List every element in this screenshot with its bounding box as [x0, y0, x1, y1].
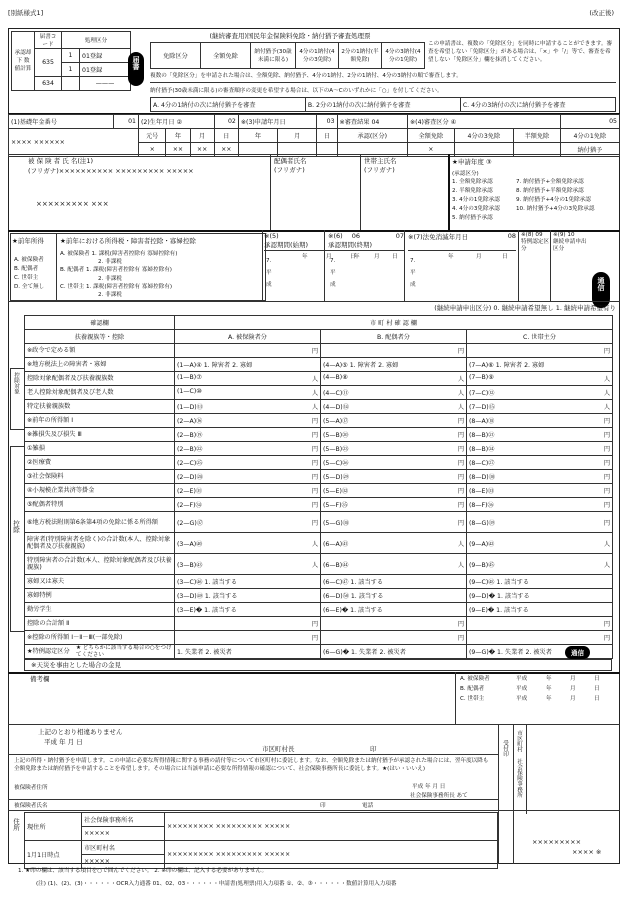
- calc-row-label: ※地方税法上の障害者・寡婦: [25, 358, 175, 372]
- apply-year[interactable]: ★申請年度 ③: [452, 158, 492, 166]
- calc-cell-b[interactable]: (4—D)⑭ 人: [321, 400, 467, 414]
- app-col-month: 月: [278, 129, 317, 143]
- exempt-kind-label: 免除区分: [151, 43, 201, 69]
- footer-note-1: 1. ★印の欄は、該当する項目を○で囲んでください。 2. ※印の欄は、記入する必要がありません。: [18, 868, 268, 874]
- result-postpone: 納付猶予: [560, 143, 619, 157]
- multi-note: 複数の「免除区分」を申請された場合は、全額免除、納付猶予、4分の1納付、2分の1納付、4分の3納付の順で審査します。: [150, 73, 462, 79]
- col-kubun: 処理区分: [62, 32, 131, 49]
- calc-cell-c[interactable]: (8—B)㉔ 円: [467, 442, 613, 456]
- calc-row-label: ④小規模企業共済等掛金: [25, 484, 175, 498]
- pension-no-label: (1)基礎年金番号: [9, 115, 114, 129]
- insured-furigana[interactable]: (フリガナ)×××××××××× ××××××××× ×××××: [28, 167, 194, 175]
- app-col-year: 年: [238, 129, 277, 143]
- side-office: 市区町村 社会保険事務所: [516, 730, 522, 798]
- calc-row: [25, 533, 613, 554]
- calc-row-label: ③社会保険料: [25, 470, 175, 484]
- app-col-day: 日: [317, 129, 337, 143]
- calc-cell-b[interactable]: (5—C)㉖ 円: [321, 456, 467, 470]
- calc-cell-b[interactable]: 円: [321, 344, 467, 358]
- calc-cell-b[interactable]: (5—B)㉓ 円: [321, 442, 467, 456]
- kubun-item: 5. 納付猶予承認: [452, 215, 493, 221]
- calc-cell-a[interactable]: 円: [175, 617, 321, 631]
- calc-table: [24, 315, 613, 659]
- exempt-three-quarter[interactable]: 4分の3納付(4分の1免除): [382, 43, 425, 69]
- calc-row-label: ②医療費: [25, 456, 175, 470]
- calc-area: [24, 315, 612, 659]
- addr-value-2[interactable]: ××××××××× ××××××××× ×××××: [165, 841, 498, 869]
- order-options: [150, 97, 616, 112]
- calc-cell-c[interactable]: (9—A)㊷ 人: [467, 533, 613, 554]
- birth-col-era: 元号: [139, 129, 166, 143]
- calc-cell-c[interactable]: (8—G)㊴ 円: [467, 512, 613, 533]
- insured-name-label: 被 保 険 者 氏 名(注1): [28, 157, 94, 165]
- exempt-kind-table: [150, 42, 425, 69]
- remarks-label: 備考欄: [30, 675, 50, 683]
- form-number: [別紙様式1]: [8, 9, 44, 17]
- head-label: 世帯主氏名: [364, 157, 397, 165]
- top-left-block: [11, 31, 131, 91]
- exempt-quarter[interactable]: 4分の1納付(4分の3免除): [296, 43, 339, 69]
- addr-side-2: 1月1日時点: [25, 841, 82, 869]
- extinction-date: ※(7)法免消滅年月日 08: [408, 232, 516, 241]
- exempt-full[interactable]: 全額免除: [201, 43, 251, 69]
- calc-row-label: ※政令で定める額: [25, 344, 175, 358]
- calc-row-label: ★特例認定区分: [25, 645, 175, 659]
- birth-day[interactable]: ××: [214, 143, 238, 157]
- calc-row: [25, 575, 613, 589]
- calc-cell-a[interactable]: (1—C)⑩ 人: [175, 386, 321, 400]
- calc-row-label: ※雑損失及び損失 Ⅲ: [25, 428, 175, 442]
- calc-row-label: 特定扶養親族数: [25, 400, 175, 414]
- col-c: C. 世帯主分: [467, 330, 613, 344]
- prev-income-options[interactable]: A. 被保険者 B. 配偶者 C. 世帯主 D. 全て無し: [14, 257, 45, 290]
- calc-cell-a[interactable]: (3—A)㊵ 人: [175, 533, 321, 554]
- calc-cell-b[interactable]: (5—A)⑰ 円: [321, 414, 467, 428]
- prev-income-label: ★前年所得: [12, 237, 44, 245]
- calc-row: [25, 484, 613, 498]
- order-option-b[interactable]: B. 2分の1納付の次に納付猶予を審査: [305, 98, 460, 112]
- kubun-list-right: [516, 178, 620, 214]
- calc-row: [25, 456, 613, 470]
- calc-cell-c[interactable]: 円: [467, 631, 613, 645]
- kubun-item: 3. 4分の1免除承認: [452, 197, 500, 203]
- kubun-item: 1. 全額免除承認: [452, 179, 493, 185]
- calc-cell-a[interactable]: (1—A)④ 1. 障害者 2. 寡婦: [175, 358, 321, 372]
- kubun-title: (承認区分): [452, 171, 479, 177]
- calc-cell-c[interactable]: (9—D)� 1. 該当する: [467, 589, 613, 603]
- exempt-postpone[interactable]: 納付猶予(30歳未満に限る): [251, 43, 296, 69]
- exempt-note: この申請書は、複数の「免除区分」を同時に申請することができます。審査を希望しない「免除区分」がある場合は、「×」や「/」等で、審査を希望しない「免除区分」欄を抹消してください。: [428, 41, 613, 63]
- calc-cell-b[interactable]: (4—B)⑧ 人: [321, 372, 467, 386]
- kubun-item: 4. 4分の3免除承認: [452, 206, 500, 212]
- remarks-checks[interactable]: A. 被保険者 平成 年 月 日 B. 配偶者 平成 年 月 日 C. 世帯主 平成 年 月 日: [460, 676, 600, 702]
- kubun-item: 8. 納付猶予+半額免除承認: [516, 188, 584, 194]
- calc-cell-a[interactable]: (2—A)⑯ 円: [175, 414, 321, 428]
- calc-cell-a[interactable]: 円: [175, 344, 321, 358]
- page-title: (継続審査用)国民年金保険料免除・納付猶予審査処理票: [209, 32, 371, 40]
- calc-cell-c[interactable]: (7—A)⑥ 1. 障害者 2. 寡婦: [467, 358, 613, 372]
- calc-row: [25, 470, 613, 484]
- period-start: ※(5) 06 承認期間(始期): [264, 232, 360, 249]
- continue-kubun[interactable]: ※(9) 10 継続申請申出区分: [553, 232, 587, 252]
- calc-row: [25, 554, 613, 575]
- calc-cell-a[interactable]: (3—D)㊾ 1. 該当する: [175, 589, 321, 603]
- deduct-side: 控除: [12, 520, 20, 533]
- calc-row-label: 寡婦特例: [25, 589, 175, 603]
- prev-deduct-label: ★前年における所得税・障害者控除・寡婦控除: [60, 237, 196, 245]
- birth-col-month: 月: [190, 129, 214, 143]
- calc-row: [25, 372, 613, 386]
- kubun-item: 2. 半額免除承認: [452, 188, 493, 194]
- calc-row-label: 障害者(特別障害者を除く)の合計数(本人、控除対象配偶者及び扶養親族): [25, 533, 175, 554]
- continue-note: (継続申請申出区分) 0. 継続申請希望無し 1. 継続申請希望有り: [434, 304, 616, 312]
- calc-cell-c[interactable]: 円: [467, 617, 613, 631]
- calc-row-label: 勤労学生: [25, 603, 175, 617]
- kubun-num: 05: [560, 115, 619, 129]
- todoke-pill[interactable]: 届書: [128, 52, 144, 86]
- consent-text: 上記の所得・納付猶予を申請します。この申請に必要な所得情報に関する事務の請付等について市区町村に委託します。なお、全額免除または納付猶予が承認された場合には、翌年度以降も全額免除または納付猶予を申請することを希望します。その場合には当該申請に必要な所得情報の確認について、社会保険事務所長に委託します。★(はい・いいえ): [14, 758, 489, 772]
- result-3q: 4分の3免除: [454, 129, 513, 143]
- calc-row-label: ⑤配偶者特別: [25, 498, 175, 512]
- calc-row-label: 老人控除対象配偶者及び老人数: [25, 386, 175, 400]
- calc-cell-a[interactable]: (2—E)㉛ 円: [175, 484, 321, 498]
- calc-row: [25, 603, 613, 617]
- office-date[interactable]: 平成 年 月 日: [412, 784, 446, 790]
- calc-row: [25, 512, 613, 533]
- calc-cell-b[interactable]: 円: [321, 617, 467, 631]
- calc-cell-a[interactable]: (3—E)� 1. 該当する: [175, 603, 321, 617]
- confirm-label: 確認欄: [25, 316, 175, 330]
- kubun-v-2[interactable]: 01登録: [80, 63, 131, 77]
- calc-row: [25, 400, 613, 414]
- code-3: 634: [35, 77, 62, 91]
- code-1: 635: [35, 49, 62, 77]
- calc-row-label: ※前年の所得額 Ⅰ: [25, 414, 175, 428]
- calc-cell-c[interactable]: (9—G)� 1. 失業者 2. 被災者: [467, 645, 613, 659]
- calc-cell-a[interactable]: (2—B)⑲ 円: [175, 428, 321, 442]
- calc-cell-a[interactable]: (2—B)㉒ 円: [175, 442, 321, 456]
- insured-name[interactable]: ××××××××× ×××: [36, 200, 109, 208]
- calc-cell-a[interactable]: (1—B)⑦ 人: [175, 372, 321, 386]
- calc-row-label: ※控除の所得額 Ⅰ－Ⅱ－Ⅲ(一部免除): [25, 631, 175, 645]
- spouse-furi[interactable]: (フリガナ): [274, 166, 305, 174]
- calc-cell-b[interactable]: (6—D)㊿ 1. 該当する: [321, 589, 467, 603]
- col-b: B. 配偶者分: [321, 330, 467, 344]
- appdate-label: ※(3)申請年月日: [238, 115, 316, 129]
- exempt-half[interactable]: 2分の1納付(半額免除): [339, 43, 382, 69]
- calc-cell-b[interactable]: (6—A)㊶ 人: [321, 533, 467, 554]
- addr-value-1[interactable]: ××××××××× ××××××××× ×××××: [165, 813, 498, 841]
- calc-cell-c[interactable]: (7—C)⑫ 人: [467, 386, 613, 400]
- calc-cell-c[interactable]: (9—E)� 1. 該当する: [467, 603, 613, 617]
- tsushin-pill-top[interactable]: 通信: [592, 272, 610, 308]
- appdate-num: 03: [317, 115, 337, 129]
- calc-row: [25, 358, 613, 372]
- office-to: 社会保険事務所長 あて: [410, 793, 468, 799]
- special-kubun[interactable]: ※(8) 09 特例認定区分: [521, 232, 549, 252]
- pension-value[interactable]: ×××× ××××××: [9, 129, 139, 157]
- period-end: ※(6) 07 承認期間(終期): [328, 232, 404, 249]
- kubun-n-2: 1: [62, 63, 80, 77]
- kubun-n-1: 1: [62, 49, 80, 63]
- order-note: 納付猶予(30歳未満に限る)の審査順序の変更を希望する場合は、以下のA〜Cのいずれかに「○」を付してください。: [150, 88, 443, 94]
- calc-row: [25, 442, 613, 456]
- calc-cell-b[interactable]: (5—D)㉙ 円: [321, 470, 467, 484]
- birth-era[interactable]: ×: [139, 143, 166, 157]
- birth-month[interactable]: ××: [190, 143, 214, 157]
- calc-cell-a[interactable]: (3—B)㊸ 人: [175, 554, 321, 575]
- kubun-item: 7. 納付猶予+全額免除承認: [516, 179, 584, 185]
- calc-row-label: ①雑損: [25, 442, 175, 456]
- result-half: 半額免除: [513, 129, 560, 143]
- side-label: 承認却下 数値計算: [12, 32, 35, 91]
- result-1q: 4分の1免除: [560, 129, 619, 143]
- calc-cell-a[interactable]: (2—C)㉕ 円: [175, 456, 321, 470]
- birth-year[interactable]: ××: [166, 143, 190, 157]
- calc-cell-c[interactable]: (7—B)⑨ 人: [467, 372, 613, 386]
- calc-cell-c[interactable]: (9—B)㊺ 人: [467, 554, 613, 575]
- calc-row: [25, 428, 613, 442]
- calc-cell-c[interactable]: (8—A)⑱ 円: [467, 414, 613, 428]
- col-code: 届書コード: [35, 32, 62, 49]
- calc-cell-b[interactable]: (5—G)㊳ 円: [321, 512, 467, 533]
- calc-cell-a[interactable]: (2—G)㊲ 円: [175, 512, 321, 533]
- mayor-seal: 印: [370, 745, 377, 753]
- birth-label: (2)生年月日 ②: [139, 115, 215, 129]
- result-approve: 承認(区分): [337, 129, 407, 143]
- insured-name-bottom: 被保険者氏名: [14, 803, 48, 809]
- calc-cell-b[interactable]: (6—E)� 1. 該当する: [321, 603, 467, 617]
- calc-cell-a[interactable]: (3—C)㊻ 1. 該当する: [175, 575, 321, 589]
- calc-cell-a[interactable]: (2—F)㉞ 円: [175, 498, 321, 512]
- result-mark[interactable]: ×: [407, 143, 454, 157]
- calc-row-label: ⑥地方税法附則第6条第4項の免除に係る所得額: [25, 512, 175, 533]
- deduct-options[interactable]: A. 被保険者 1. 課税(障害者控除有 寡婦控除有) 2. 非課税 B. 配偶者 1. 課税(障害者控除有 寡婦控除有) 2. 非課税 C. 世帯主 1. 課税(障害者控除有 寡婦控除有) 2. 非課税: [60, 251, 178, 299]
- calc-cell-c[interactable]: (8—B)㉑ 円: [467, 428, 613, 442]
- calc-cell-c[interactable]: (9—C)㊽ 1. 該当する: [467, 575, 613, 589]
- addr-name-val-1[interactable]: ×××××: [82, 827, 165, 841]
- addr-name-label-2: 市区町村名: [82, 841, 165, 855]
- calc-cell-b[interactable]: (5—E)㉜ 円: [321, 484, 467, 498]
- calc-cell-c[interactable]: (7—D)⑮ 人: [467, 400, 613, 414]
- calc-row-label: 控除対象配偶者及び扶養親族数: [25, 372, 175, 386]
- address-side: 住所: [12, 818, 20, 831]
- calc-row: [25, 498, 613, 512]
- calc-cell-a[interactable]: (2—D)㉘ 円: [175, 470, 321, 484]
- birth-col-day: 日: [214, 129, 238, 143]
- calc-cell-b[interactable]: (6—C)㊼ 1. 該当する: [321, 575, 467, 589]
- item-head: 扶養親族等・控除: [25, 330, 175, 344]
- kubun-item: 10. 納付猶予+4分の3免除承認: [516, 206, 595, 212]
- xs-code-2: ×××× ※: [572, 848, 602, 856]
- address-table: [24, 812, 498, 869]
- birth-col-year: 年: [166, 129, 190, 143]
- kubun-label: ※(4)審査区分 ④: [407, 115, 560, 129]
- head-furi[interactable]: (フリガナ): [364, 166, 395, 174]
- calc-cell-a[interactable]: 円: [175, 631, 321, 645]
- spouse-label: 配偶者氏名: [274, 157, 307, 165]
- addr-name-val-2[interactable]: ×××××: [82, 855, 165, 869]
- calc-cell-b[interactable]: 円: [321, 631, 467, 645]
- kubun-item: 9. 納付猶予+4分の1免除承認: [516, 197, 591, 203]
- approve-text: 上記のとおり相違ありません: [38, 728, 123, 736]
- order-option-a[interactable]: A. 4分の1納付の次に納付猶予を審査: [151, 98, 306, 112]
- sub-note: ★ どちらかに該当する場合の○をつけてください: [76, 645, 172, 658]
- extinction-cells[interactable]: 7. 平 成 年 月 日: [408, 250, 516, 301]
- result-full: 全額免除: [407, 129, 454, 143]
- calc-row: [25, 617, 613, 631]
- calc-cell-c[interactable]: 円: [467, 344, 613, 358]
- calc-cell-b[interactable]: (4—A)⑤ 1. 障害者 2. 寡婦: [321, 358, 467, 372]
- tel-label[interactable]: 電話: [362, 803, 374, 809]
- period-start-cells[interactable]: 7. 平 成 年 月 日: [264, 250, 360, 301]
- disaster-row[interactable]: ※天災を事由とした場合の金見: [24, 659, 612, 671]
- kubun-v-3: ———: [80, 77, 131, 91]
- col-a: A. 被保険者分: [175, 330, 321, 344]
- receipt-label: 受付印: [502, 740, 508, 757]
- revision-label: (改正後): [589, 9, 614, 17]
- calc-row-label: 寡婦又は寡夫: [25, 575, 175, 589]
- tsushin-pill-bottom[interactable]: 通信: [565, 646, 590, 659]
- calc-row-label: 控除の合計額 Ⅱ: [25, 617, 175, 631]
- deduct-target-side: 控除対象: [13, 372, 19, 395]
- city-confirm: 市 町 村 確 認 欄: [175, 316, 613, 330]
- result-label: ※審査結果 04: [337, 115, 407, 129]
- calc-cell-c[interactable]: (8—E)㉝ 円: [467, 484, 613, 498]
- approve-date[interactable]: 平成 年 月 日: [44, 738, 83, 746]
- xs-code: ×××××××××: [532, 838, 582, 846]
- calc-row-label: 特別障害者の合計数(本人、控除対象配偶者及び扶養親族): [25, 554, 175, 575]
- period-end-cells[interactable]: 7. 平 成 年 月 日: [328, 250, 404, 301]
- calc-row: [25, 631, 613, 645]
- kubun-v-1[interactable]: 01登録: [80, 49, 131, 63]
- row1-table: [8, 114, 620, 157]
- calc-cell-b[interactable]: (5—B)⑳ 円: [321, 428, 467, 442]
- insured-seal: 印: [320, 803, 326, 809]
- calc-cell-b[interactable]: (5—F)㉟ 円: [321, 498, 467, 512]
- calc-cell-c[interactable]: (8—F)㊱ 円: [467, 498, 613, 512]
- calc-cell-c[interactable]: (8—D)㉚ 円: [467, 470, 613, 484]
- order-option-c[interactable]: C. 4分の3納付の次に納付猶予を審査: [460, 98, 615, 112]
- calc-cell-c[interactable]: (8—C)㉗ 円: [467, 456, 613, 470]
- calc-row: [25, 344, 613, 358]
- mayor-label: 市区町村長: [262, 745, 295, 753]
- calc-row: [25, 589, 613, 603]
- addr-name-label-1: 社会保険事務所名: [82, 813, 165, 827]
- footer-note-2: (注) (1)、(2)、(3)・・・・・・OCR入力通番 01、02、03・・・・・・申請書(処理票)用入力項番 ①、②、③・・・・・・数値計算用入力項番: [36, 881, 397, 887]
- calc-cell-a[interactable]: 1. 失業者 2. 被災者: [175, 645, 321, 659]
- calc-row: [25, 414, 613, 428]
- birth-num: 02: [214, 115, 238, 129]
- calc-cell-b[interactable]: (6—G)� 1. 失業者 2. 被災者: [321, 645, 467, 659]
- addr-side-1: 現住所: [25, 813, 82, 841]
- calc-cell-a[interactable]: (1—D)⑬ 人: [175, 400, 321, 414]
- pension-no-num: 01: [114, 115, 139, 129]
- calc-row: [25, 386, 613, 400]
- calc-cell-b[interactable]: (4—C)⑪ 人: [321, 386, 467, 400]
- address-label: 被保険者住所: [14, 785, 48, 791]
- calc-cell-b[interactable]: (6—B)㊹ 人: [321, 554, 467, 575]
